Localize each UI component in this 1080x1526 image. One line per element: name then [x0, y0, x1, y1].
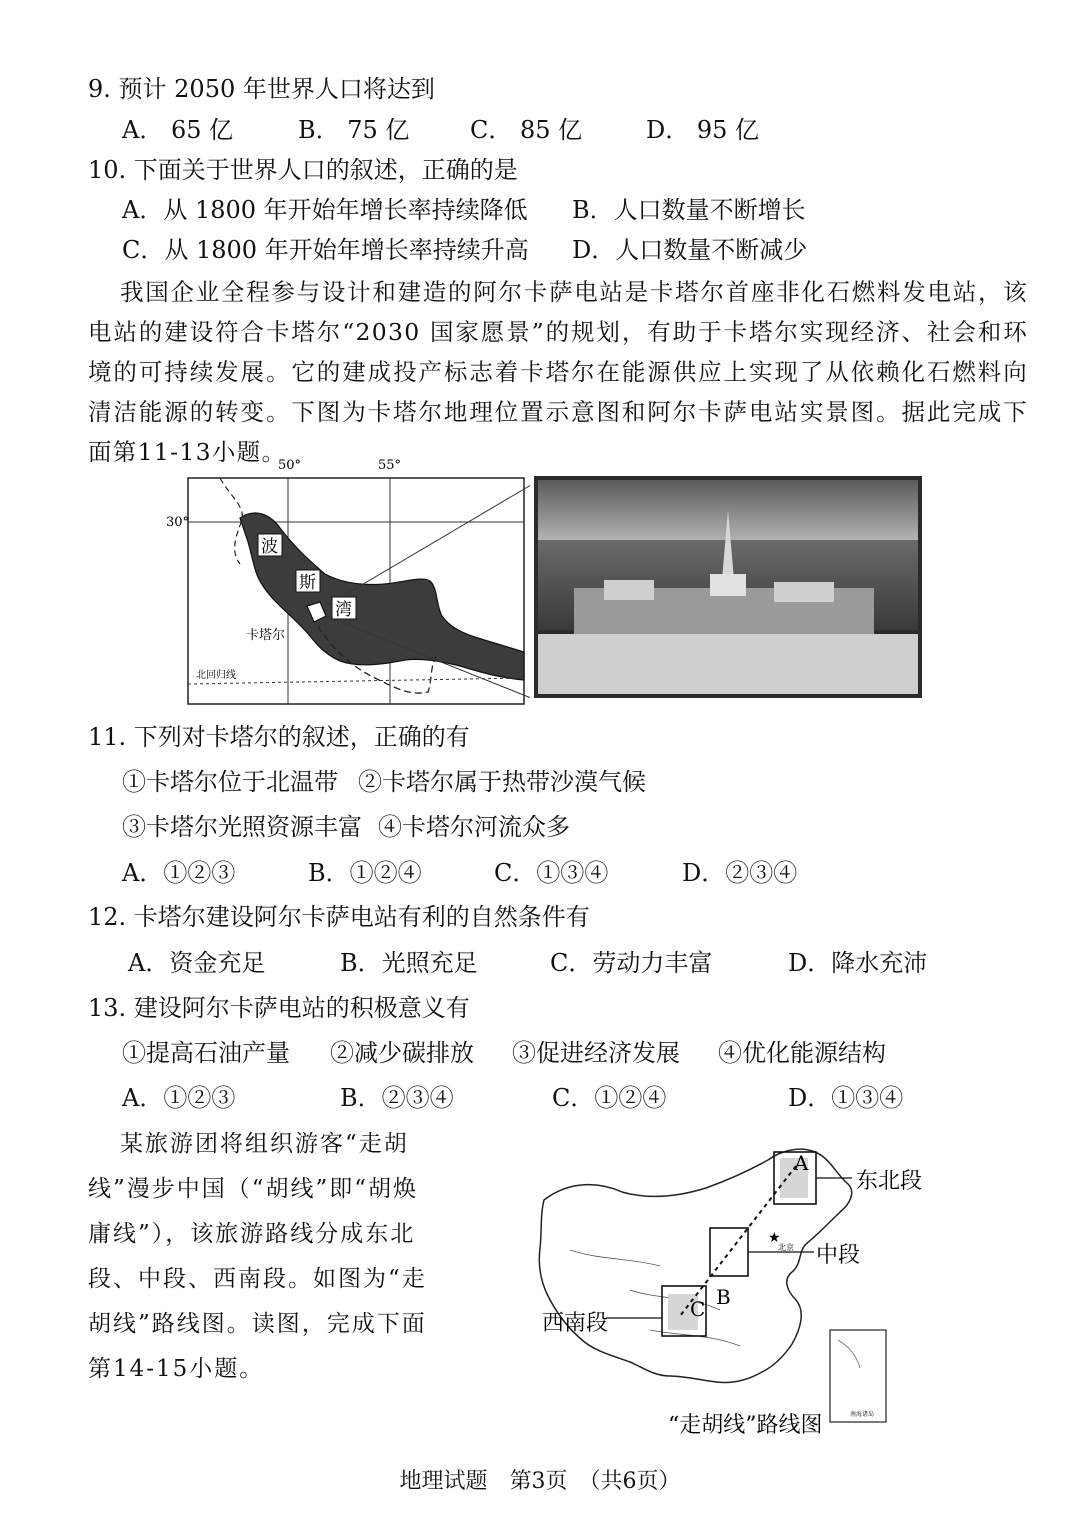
q11-item-3: ③卡塔尔光照资源丰富 — [122, 813, 362, 841]
q11-item-2: ②卡塔尔属于热带沙漠气候 — [358, 768, 646, 796]
label-beijing: 北京 — [778, 1243, 794, 1252]
q13-option-c[interactable]: C．①②④ — [552, 1084, 667, 1112]
q11-option-b[interactable]: B．①②④ — [308, 859, 422, 887]
photo-foreground — [538, 634, 918, 694]
label-northeast-segment: 东北段 — [856, 1169, 923, 1194]
q9-option-b[interactable]: B． 75 亿 — [298, 116, 410, 144]
label-si: 斯 — [299, 573, 316, 593]
page-footer: 地理试题 第3页 （共6页） — [399, 1469, 681, 1494]
q13-option-a[interactable]: A．①②③ — [122, 1084, 236, 1112]
q13-item-2: ②减少碳排放 — [330, 1039, 474, 1067]
q11-option-c[interactable]: C．①③④ — [494, 859, 609, 887]
q9-option-d[interactable]: D． 95 亿 — [646, 116, 760, 144]
label-qatar: 卡塔尔 — [246, 628, 286, 643]
q13-option-d[interactable]: D．①③④ — [788, 1084, 904, 1112]
label-lon-50: 50° — [278, 458, 302, 473]
q10-option-a[interactable]: A．从 1800 年开始年增长率持续降低 — [122, 196, 528, 224]
south-china-sea-inset — [830, 1330, 886, 1422]
q9-option-a[interactable]: A． 65 亿 — [122, 116, 234, 144]
label-lat-30: 30° — [166, 515, 190, 530]
label-middle-segment: 中段 — [816, 1243, 861, 1268]
q13-stem: 13. 建设阿尔卡萨电站的积极意义有 — [88, 994, 470, 1022]
label-wan: 湾 — [335, 600, 352, 620]
qatar-map-figure — [160, 456, 530, 708]
photo-building-2 — [774, 582, 834, 602]
q11-stem: 11. 下列对卡塔尔的叙述，正确的有 — [88, 723, 470, 751]
point-c: C — [690, 1297, 706, 1321]
q13-item-4: ④优化能源结构 — [718, 1039, 886, 1067]
q12-option-a[interactable]: A．资金充足 — [128, 949, 266, 977]
passage-1: 我国企业全程参与设计和建造的阿尔卡萨电站是卡塔尔首座非化石燃料发电站，该电站的建设符合卡塔尔“2030 国家愿景”的规划，有助于卡塔尔实现经济、社会和环境的可持续发展。它的建成投产标志着卡塔尔在能源供应上实现了从依赖化石燃料向清洁能源的转变。下图为卡塔尔地理位置示意图和阿尔卡萨电站实景图。据此完成下面第11-13小题。 — [88, 278, 1028, 466]
label-tropic: 北回归线 — [196, 670, 236, 681]
beijing-star-icon: ★ — [768, 1230, 781, 1246]
point-b: B — [716, 1285, 731, 1309]
power-plant-svg — [534, 476, 922, 698]
label-lon-55: 55° — [378, 458, 402, 473]
q11-option-a[interactable]: A．①②③ — [122, 859, 236, 887]
q10-option-d[interactable]: D．人口数量不断减少 — [572, 236, 808, 264]
q11-option-d[interactable]: D．②③④ — [682, 859, 798, 887]
q13-item-1: ①提高石油产量 — [122, 1039, 290, 1067]
point-a: A — [794, 1151, 809, 1175]
hu-line-route-map — [530, 1140, 970, 1440]
q12-option-d[interactable]: D．降水充沛 — [788, 949, 928, 977]
label-southwest-segment: 西南段 — [542, 1311, 609, 1336]
photo-building-1 — [604, 580, 654, 600]
q13-option-b[interactable]: B．②③④ — [340, 1084, 454, 1112]
q12-stem: 12. 卡塔尔建设阿尔卡萨电站有利的自然条件有 — [88, 903, 590, 931]
passage-2: 某旅游团将组织游客“走胡线”漫步中国（“胡线”即“胡焕庸线”），该旅游路线分成东北段、中段、西南段。如图为“走胡线”路线图。读图，完成下面第14-15小题。 — [88, 1131, 427, 1382]
map-caption: “走胡线”路线图 — [668, 1413, 823, 1438]
photo-building-3 — [710, 574, 746, 596]
qatar-map-svg — [160, 456, 530, 708]
q11-item-1: ①卡塔尔位于北温带 — [122, 768, 338, 796]
hu-line-map-svg — [530, 1140, 970, 1440]
q10-option-c[interactable]: C．从 1800 年开始年增长率持续升高 — [122, 236, 529, 264]
q12-option-b[interactable]: B．光照充足 — [340, 949, 478, 977]
q9-option-c[interactable]: C． 85 亿 — [470, 116, 583, 144]
q13-item-3: ③促进经济发展 — [512, 1039, 680, 1067]
q9-stem: 9. 预计 2050 年世界人口将达到 — [88, 75, 435, 103]
q10-stem: 10. 下面关于世界人口的叙述，正确的是 — [88, 156, 518, 184]
power-plant-photo — [534, 476, 922, 698]
q10-option-b[interactable]: B．人口数量不断增长 — [572, 196, 806, 224]
q12-option-c[interactable]: C．劳动力丰富 — [550, 949, 713, 977]
label-bo: 波 — [261, 537, 278, 557]
q11-item-4: ④卡塔尔河流众多 — [378, 813, 570, 841]
inset-label: 南海诸岛 — [850, 1411, 875, 1418]
